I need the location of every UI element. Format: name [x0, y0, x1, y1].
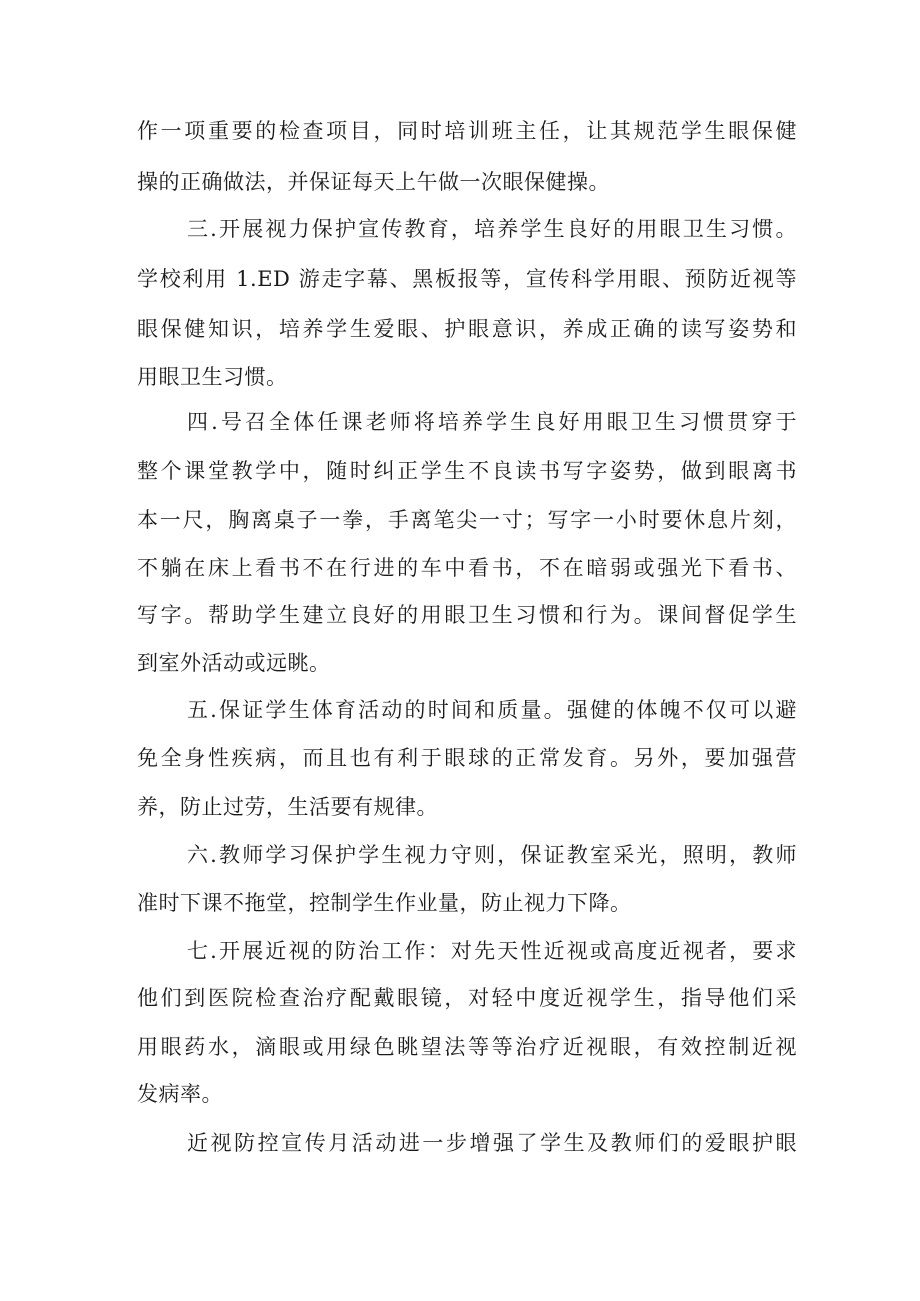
- paragraph-heading-6: 六.教师学习保护学生视力守则，保证教室采光，照明，教师: [187, 843, 797, 867]
- text-line: 用眼药水，滴眼或用绿色眺望法等等治疗近视眼，有效控制近视: [137, 1035, 797, 1059]
- text-line: 用眼卫生习惯。: [137, 365, 288, 389]
- text-line: 不躺在床上看书不在行进的车中看书，不在暗弱或强光下看书、: [137, 556, 797, 580]
- text-line: 准时下课不拖堂，控制学生作业量，防止视力下降。: [137, 891, 632, 915]
- paragraph-heading-3: 三.开展视力保护宣传教育，培养学生良好的用眼卫生习惯。: [187, 217, 797, 241]
- text-line: 作一项重要的检查项目，同时培训班主任，让其规范学生眼保健: [137, 119, 797, 143]
- paragraph-heading-7: 七.开展近视的防治工作：对先天性近视或高度近视者，要求: [187, 939, 797, 963]
- text-line: 他们到医院检查治疗配戴眼镜，对轻中度近视学生，指导他们采: [137, 986, 797, 1010]
- text-line: 写字。帮助学生建立良好的用眼卫生习惯和行为。课间督促学生: [137, 603, 797, 627]
- paragraph-heading-5: 五.保证学生体育活动的时间和质量。强健的体魄不仅可以避: [187, 698, 797, 722]
- paragraph-closing: 近视防控宣传月活动进一步增强了学生及教师们的爱眼护眼: [187, 1131, 797, 1155]
- text-line: 免全身性疾病，而且也有利于眼球的正常发育。另外，要加强营: [137, 746, 797, 770]
- text-line: 整个课堂教学中，随时纠正学生不良读书写字姿势，做到眼离书: [137, 459, 797, 483]
- text-line: 发病率。: [137, 1082, 223, 1106]
- text-line: 学校利用 1.ED 游走字幕、黑板报等，宣传科学用眼、预防近视等: [137, 267, 797, 291]
- text-line: 到室外活动或远眺。: [137, 651, 331, 675]
- text-line: 本一尺，胸离桌子一拳，手离笔尖一寸；写字一小时要休息片刻，: [137, 508, 797, 532]
- text-line: 养，防止过劳，生活要有规律。: [137, 795, 438, 819]
- paragraph-heading-4: 四.号召全体任课老师将培养学生良好用眼卫生习惯贯穿于: [187, 410, 797, 434]
- text-line: 操的正确做法，并保证每天上午做一次眼保健操。: [137, 170, 610, 194]
- text-line: 眼保健知识，培养学生爱眼、护眼意识，养成正确的读写姿势和: [137, 317, 797, 341]
